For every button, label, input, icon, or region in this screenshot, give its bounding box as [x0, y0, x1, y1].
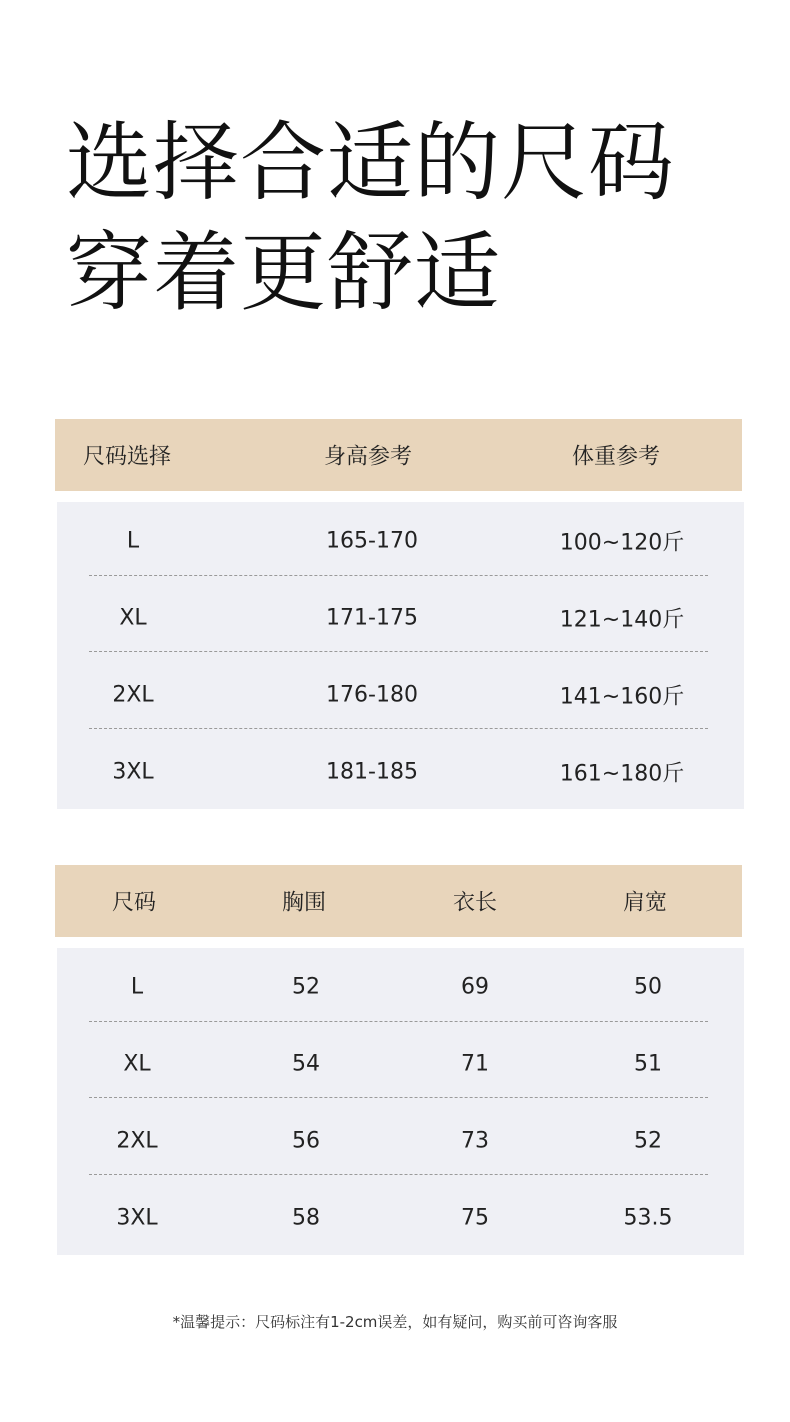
- size-tip-note: *温馨提示：尺码标注有1-2cm误差，如有疑问，购买前可咨询客服: [172, 1313, 618, 1331]
- row-divider: [89, 575, 708, 576]
- headline-line-2: 穿着更舒适: [66, 223, 501, 323]
- cell-size: 3XL: [116, 1205, 158, 1230]
- table-row: [57, 1102, 744, 1179]
- height-weight-table-body: [57, 502, 744, 809]
- cell-length: 69: [461, 974, 489, 999]
- header-weight-ref: 体重参考: [571, 444, 661, 470]
- row-divider: [89, 651, 708, 652]
- cell-size: 2XL: [116, 1128, 158, 1153]
- table-row: [57, 948, 744, 1025]
- table-row: [57, 1025, 744, 1102]
- header-shoulder: 肩宽: [622, 890, 668, 916]
- cell-length: 73: [461, 1128, 489, 1153]
- table-row: [57, 502, 744, 579]
- cell-height: 165-170: [326, 528, 418, 553]
- cell-height: 181-185: [326, 759, 418, 784]
- cell-size: XL: [119, 605, 147, 630]
- cell-shoulder: 50: [634, 974, 662, 999]
- cell-shoulder: 53.5: [623, 1205, 673, 1230]
- cell-size: XL: [123, 1051, 151, 1076]
- measurement-table-body: [57, 948, 744, 1255]
- header-chest: 胸围: [281, 890, 327, 916]
- measurement-table-header: [55, 865, 742, 937]
- row-divider: [89, 1174, 708, 1175]
- cell-height: 171-175: [326, 605, 418, 630]
- cell-length: 75: [461, 1205, 489, 1230]
- cell-weight: 161~180斤: [559, 761, 685, 786]
- cell-weight: 100~120斤: [559, 530, 685, 555]
- height-weight-table-header: [55, 419, 742, 491]
- cell-size: 3XL: [112, 759, 154, 784]
- table-row: [57, 733, 744, 810]
- cell-weight: 141~160斤: [559, 684, 685, 709]
- header-length: 衣长: [452, 890, 498, 916]
- header-height-ref: 身高参考: [323, 444, 413, 470]
- headline-line-1: 选择合适的尺码: [66, 113, 675, 213]
- cell-length: 71: [461, 1051, 489, 1076]
- row-divider: [89, 1021, 708, 1022]
- headline: [66, 108, 675, 328]
- table-row: [57, 656, 744, 733]
- cell-chest: 58: [292, 1205, 320, 1230]
- cell-shoulder: 52: [634, 1128, 662, 1153]
- cell-chest: 56: [292, 1128, 320, 1153]
- row-divider: [89, 1097, 708, 1098]
- cell-height: 176-180: [326, 682, 418, 707]
- cell-weight: 121~140斤: [559, 607, 685, 632]
- header-size-select: 尺码选择: [82, 444, 172, 470]
- cell-size: L: [130, 974, 144, 999]
- cell-shoulder: 51: [634, 1051, 662, 1076]
- header-size: 尺码: [111, 890, 157, 916]
- table-row: [57, 579, 744, 656]
- cell-size: L: [126, 528, 140, 553]
- row-divider: [89, 728, 708, 729]
- cell-chest: 54: [292, 1051, 320, 1076]
- cell-chest: 52: [292, 974, 320, 999]
- table-row: [57, 1179, 744, 1256]
- cell-size: 2XL: [112, 682, 154, 707]
